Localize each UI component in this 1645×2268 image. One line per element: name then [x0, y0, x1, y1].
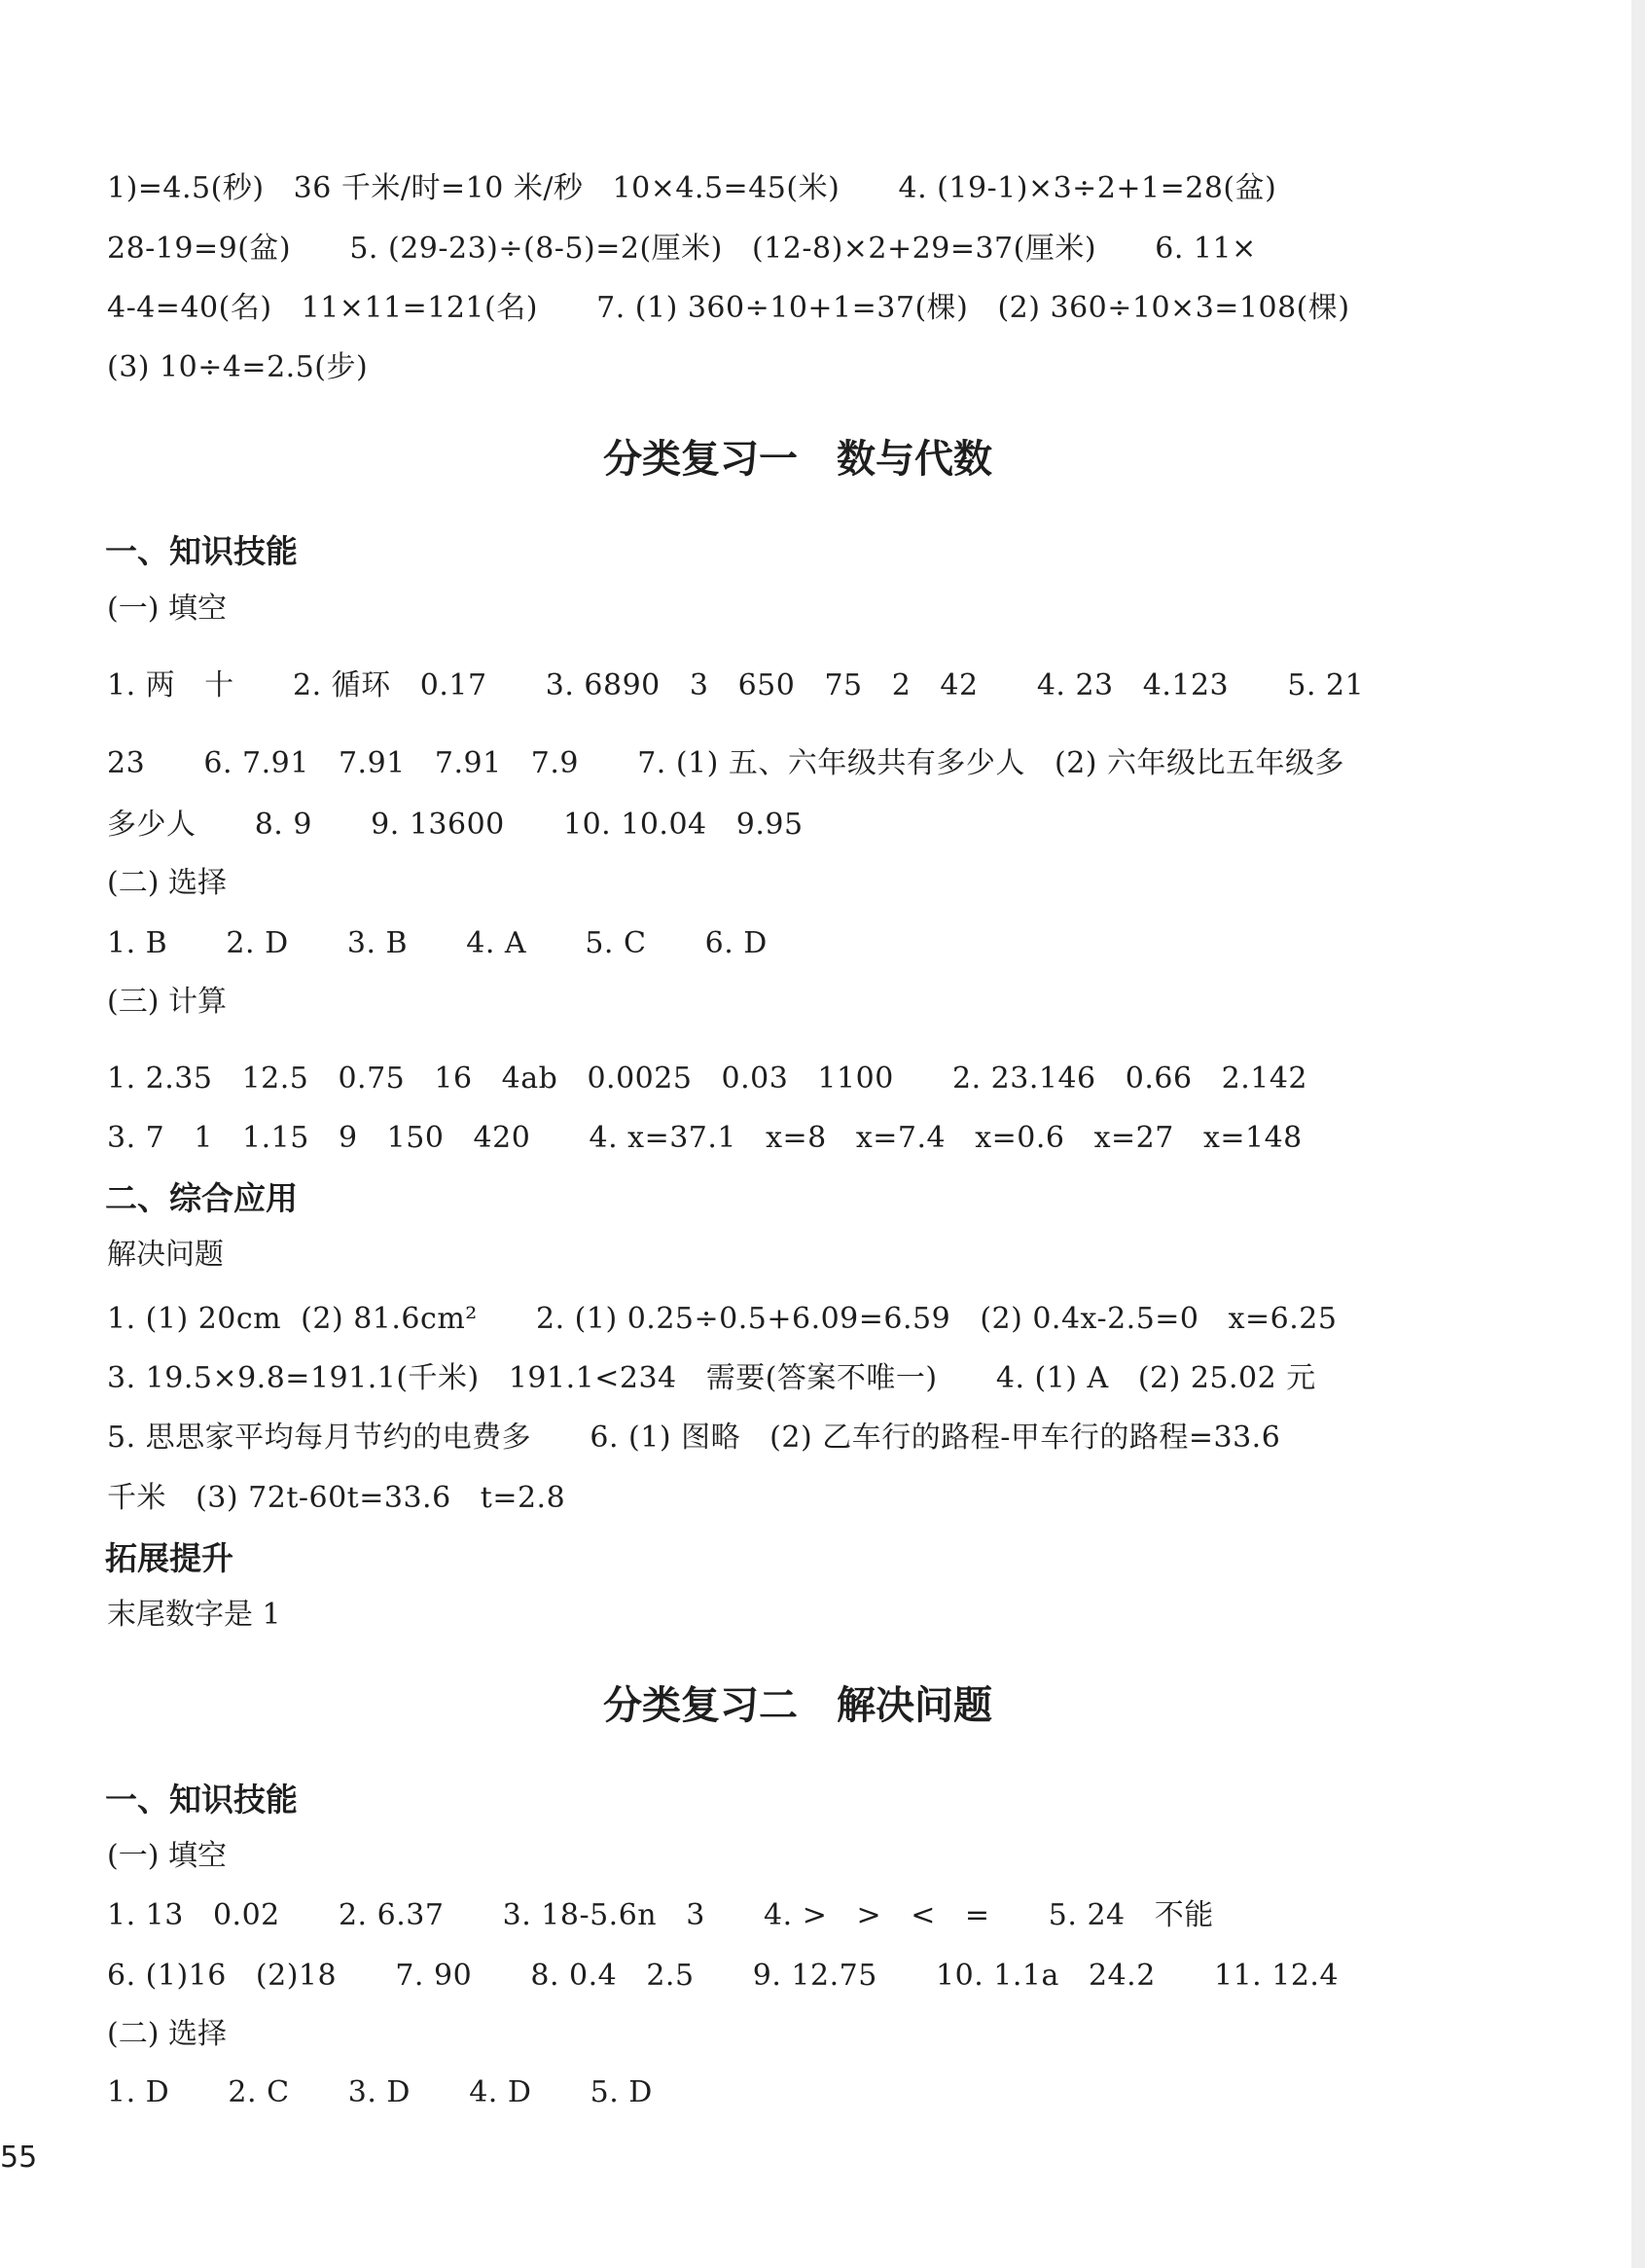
heading-knowledge-skills: 一、知识技能	[105, 532, 298, 570]
answer-line: 6. (1)16 (2)18 7. 90 8. 0.4 2.5 9. 12.75 10. 1.1a 24.2 11. 12.4	[107, 1959, 1340, 1993]
answer-line: 1. (1) 20cm (2) 81.6cm² 2. (1) 0.25÷0.5+6.09=6.59 (2) 0.4x-2.5=0 x=6.25	[107, 1302, 1338, 1336]
answer-line: (3) 10÷4=2.5(步)	[107, 350, 369, 384]
subheading-fill-blank: (一) 填空	[107, 1839, 227, 1873]
answer-line: 4-4=40(名) 11×11=121(名) 7. (1) 360÷10+1=37(棵) (2) 360÷10×3=108(棵)	[107, 291, 1350, 325]
answer-line: 1. B 2. D 3. B 4. A 5. C 6. D	[107, 926, 768, 960]
answer-line: 23 6. 7.91 7.91 7.91 7.9 7. (1) 五、六年级共有多少人 (2) 六年级比五年级多	[107, 746, 1345, 780]
page-number: 55	[0, 2141, 38, 2175]
subheading-choice: (二) 选择	[107, 866, 227, 900]
page-edge-shadow	[1631, 0, 1645, 2268]
answer-line: 1. 2.35 12.5 0.75 16 4ab 0.0025 0.03 1100 2. 23.146 0.66 2.142	[107, 1062, 1308, 1096]
subheading-calculation: (三) 计算	[107, 985, 227, 1019]
subheading-choice: (二) 选择	[107, 2017, 227, 2051]
heading-extension: 拓展提升	[105, 1539, 233, 1577]
answer-line: 千米 (3) 72t-60t=33.6 t=2.8	[107, 1481, 566, 1515]
answer-line: 多少人 8. 9 9. 13600 10. 10.04 9.95	[107, 808, 804, 842]
subheading-fill-blank: (一) 填空	[107, 592, 227, 626]
section-title-review-1: 分类复习一 数与代数	[603, 437, 992, 482]
section-title-review-2: 分类复习二 解决问题	[603, 1683, 992, 1728]
heading-comprehensive-application: 二、综合应用	[105, 1179, 298, 1217]
answer-line: 末尾数字是 1	[107, 1598, 281, 1632]
answer-line: 5. 思思家平均每月节约的电费多 6. (1) 图略 (2) 乙车行的路程-甲车行的路程=33.6	[107, 1421, 1281, 1455]
answer-line: 3. 19.5×9.8=191.1(千米) 191.1<234 需要(答案不唯一) 4. (1) A (2) 25.02 元	[107, 1361, 1316, 1395]
answer-line: 1. 两 十 2. 循环 0.17 3. 6890 3 650 75 2 42 4. 23 4.123 5. 21	[107, 668, 1365, 702]
answer-line: 1)=4.5(秒) 36 千米/时=10 米/秒 10×4.5=45(米) 4. (19-1)×3÷2+1=28(盆)	[107, 171, 1277, 205]
subheading-solve-problems: 解决问题	[107, 1238, 224, 1272]
answer-line: 3. 7 1 1.15 9 150 420 4. x=37.1 x=8 x=7.4 x=0.6 x=27 x=148	[107, 1121, 1303, 1155]
answer-line: 1. 13 0.02 2. 6.37 3. 18-5.6n 3 4. > > < = 5. 24 不能	[107, 1898, 1214, 1932]
answer-line: 28-19=9(盆) 5. (29-23)÷(8-5)=2(厘米) (12-8)×2+29=37(厘米) 6. 11×	[107, 232, 1257, 266]
answer-line: 1. D 2. C 3. D 4. D 5. D	[107, 2075, 653, 2109]
heading-knowledge-skills: 一、知识技能	[105, 1781, 298, 1818]
